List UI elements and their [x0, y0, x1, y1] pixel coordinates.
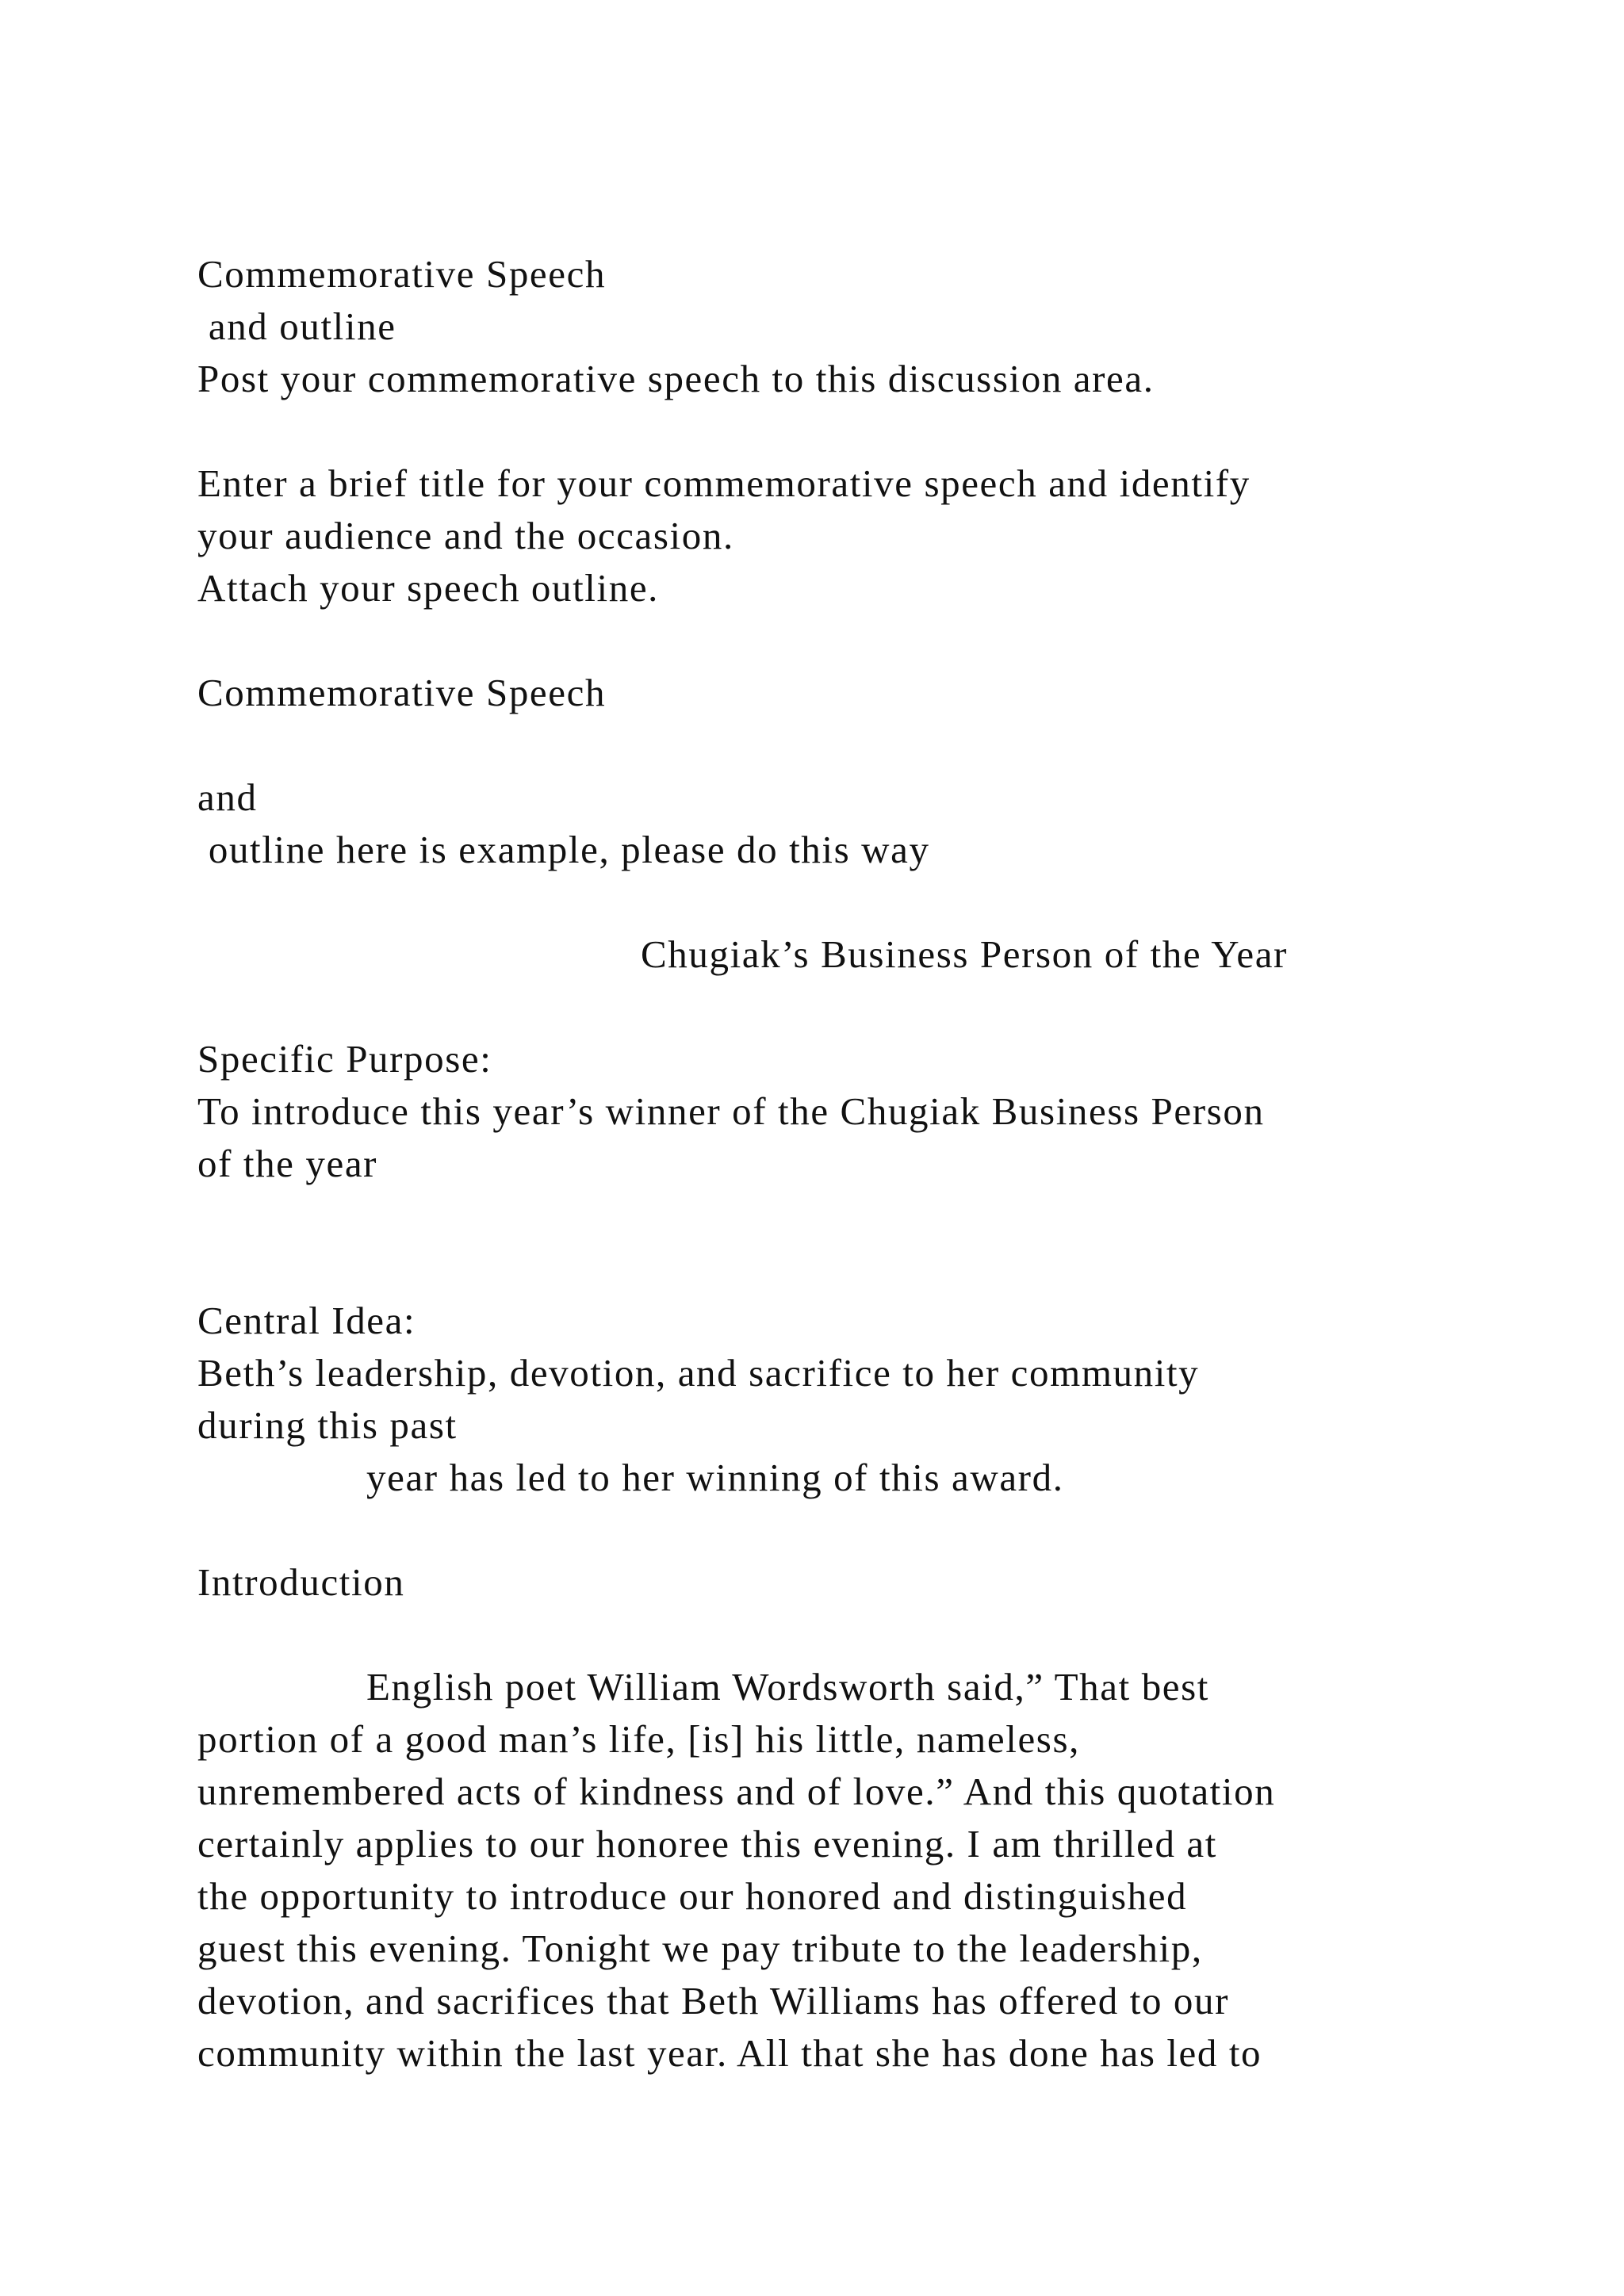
prompt-title: Commemorative Speech — [197, 252, 607, 296]
introduction-line: community within the last year. All that she has done has led to — [197, 2031, 1262, 2075]
prompt-title-continued: and outline — [197, 304, 396, 348]
specific-purpose-label: Specific Purpose: — [197, 1037, 492, 1081]
introduction-line: English poet William Wordsworth said,” That best — [366, 1665, 1210, 1709]
introduction-line: portion of a good man’s life, [is] his little, nameless, — [197, 1717, 1080, 1761]
spacer — [197, 1504, 1514, 1556]
example-title: Commemorative Speech — [197, 671, 607, 714]
document-body — [197, 248, 1514, 2080]
introduction-line: unremembered acts of kindness and of love.” And this quotation — [197, 1770, 1276, 1813]
specific-purpose-text-cont: of the year — [197, 1142, 378, 1185]
introduction-line: certainly applies to our honoree this evening. I am thrilled at — [197, 1822, 1217, 1866]
prompt-instruction-attach: Attach your speech outline. — [197, 566, 660, 610]
spacer — [197, 981, 1514, 1033]
central-idea-label: Central Idea: — [197, 1299, 416, 1342]
introduction-paragraph — [197, 1661, 1514, 2080]
spacer — [197, 876, 1514, 928]
central-idea-text-cont: during this past — [197, 1403, 458, 1447]
prompt-instruction-enter-title-cont: your audience and the occasion. — [197, 514, 734, 557]
central-idea-text: Beth’s leadership, devotion, and sacrifice to her community — [197, 1351, 1200, 1395]
spacer — [197, 719, 1514, 771]
introduction-heading: Introduction — [197, 1560, 405, 1604]
speech-title: Chugiak’s Business Person of the Year — [641, 932, 1288, 976]
introduction-line: devotion, and sacrifices that Beth Williams has offered to our — [197, 1979, 1230, 2022]
prompt-instruction-post: Post your commemorative speech to this discussion area. — [197, 357, 1155, 400]
introduction-line: guest this evening. Tonight we pay tribute to the leadership, — [197, 1927, 1203, 1970]
specific-purpose-text: To introduce this year’s winner of the Chugiak Business Person — [197, 1089, 1265, 1133]
spacer — [197, 1609, 1514, 1661]
example-note: outline here is example, please do this way — [197, 828, 930, 871]
introduction-line: the opportunity to introduce our honored and distinguished — [197, 1874, 1188, 1918]
spacer — [197, 405, 1514, 457]
example-and: and — [197, 775, 258, 819]
spacer — [197, 1190, 1514, 1295]
prompt-instruction-enter-title: Enter a brief title for your commemorative speech and identify — [197, 461, 1251, 505]
spacer — [197, 614, 1514, 667]
central-idea-text-end: year has led to her winning of this award. — [366, 1456, 1064, 1499]
